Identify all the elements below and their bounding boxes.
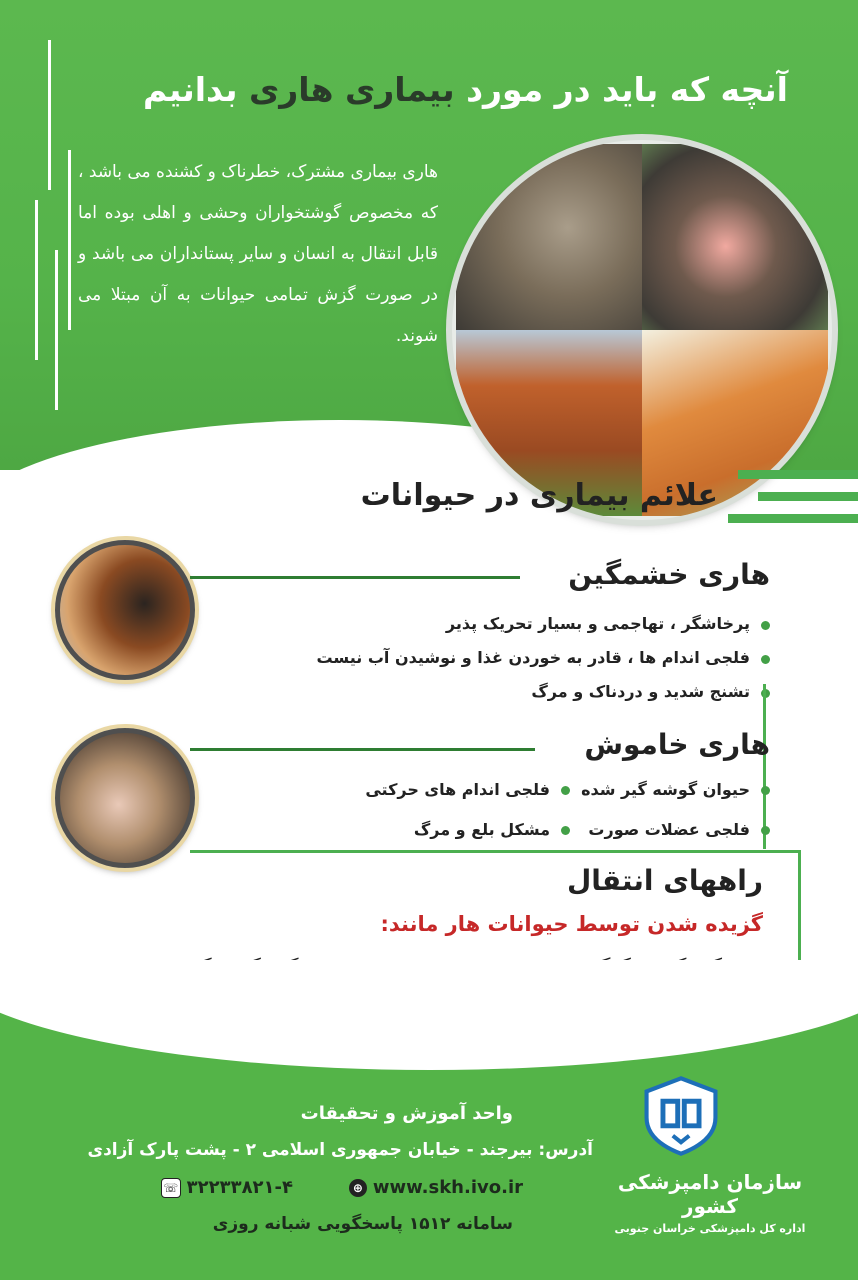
website-row xyxy=(349,1177,523,1198)
dog-photo xyxy=(642,144,828,330)
website[interactable]: www.skh.ivo.ir xyxy=(372,1177,523,1198)
phone-icon: ☏ xyxy=(161,1178,181,1198)
decor-stripe xyxy=(728,514,858,523)
decor-line xyxy=(55,250,58,410)
title-part: بدانیم xyxy=(143,70,249,109)
organization-subtitle: اداره کل دامپزشکی خراسان جنوبی xyxy=(614,1222,806,1235)
dumb-symptoms-grid xyxy=(350,780,770,850)
phone-row xyxy=(161,1177,293,1198)
globe-icon: ⊕ xyxy=(349,1179,367,1197)
decor-line xyxy=(35,200,38,360)
title-part: آنچه که باید در مورد xyxy=(454,70,788,109)
list-item: حیوان گوشه گیر شده xyxy=(581,780,770,799)
divider-line xyxy=(190,850,800,853)
decor-stripe xyxy=(758,492,858,501)
list-item: پرخاشگر ، تهاجمی و بسیار تحریک پذیر xyxy=(316,614,770,633)
organization-name-block xyxy=(600,1170,820,1235)
intro-text: هاری بیماری مشترک، خطرناک و کشنده می باشد ، که مخصوص گوشتخواران وحشی و اهلی بوده اما قابل انتقال به انسان و سایر پستانداران می باشد و در صورت گزش تمامی حیوانات به آن مبتلا می شوند. xyxy=(78,162,438,346)
hotline: سامانه ۱۵۱۲ پاسخگویی شبانه روزی xyxy=(212,1214,513,1234)
dumb-rabies-title: هاری خاموش xyxy=(584,728,770,761)
organization-name: سازمان دامپزشکی کشور xyxy=(617,1170,803,1218)
furious-rabies-title: هاری خشمگین xyxy=(568,558,770,591)
list-item: فلجی عضلات صورت xyxy=(588,820,770,839)
transmission-title: راههای انتقال xyxy=(566,864,763,897)
list-item: فلجی اندام های حرکتی xyxy=(365,780,570,799)
symptoms-title: علائم بیماری در حیوانات xyxy=(360,478,718,513)
title-highlight: بیماری هاری xyxy=(249,70,455,109)
address: آدرس: بیرجند - خیابان جمهوری اسلامی ۲ - پشت پارک آزادی xyxy=(87,1140,593,1160)
organization-logo xyxy=(640,1075,722,1157)
unit-name: واحد آموزش و تحقیقات xyxy=(300,1103,513,1124)
angry-dog-photo xyxy=(55,540,195,680)
list-item: فلجی اندام ها ، قادر به خوردن غذا و نوشیدن آب نیست xyxy=(316,648,770,667)
sick-kitten-photo xyxy=(55,728,195,868)
phone-number[interactable]: ۳۲۲۳۳۸۲۱-۴ xyxy=(186,1177,293,1198)
divider-line xyxy=(190,576,520,579)
divider-line xyxy=(190,748,535,751)
list-item: تشنج شدید و دردناک و مرگ xyxy=(316,682,770,701)
cat-photo xyxy=(456,144,642,330)
list-item: مشکل بلع و مرگ xyxy=(414,820,570,839)
decor-line xyxy=(68,150,71,330)
decor-line xyxy=(48,40,51,190)
furious-symptoms-list xyxy=(316,614,770,701)
page-title xyxy=(143,70,788,109)
animals-photo-circle xyxy=(452,140,832,520)
transmission-subtitle: گزیده شدن توسط حیوانات هار مانند: xyxy=(380,912,763,936)
decor-stripe xyxy=(738,470,858,479)
